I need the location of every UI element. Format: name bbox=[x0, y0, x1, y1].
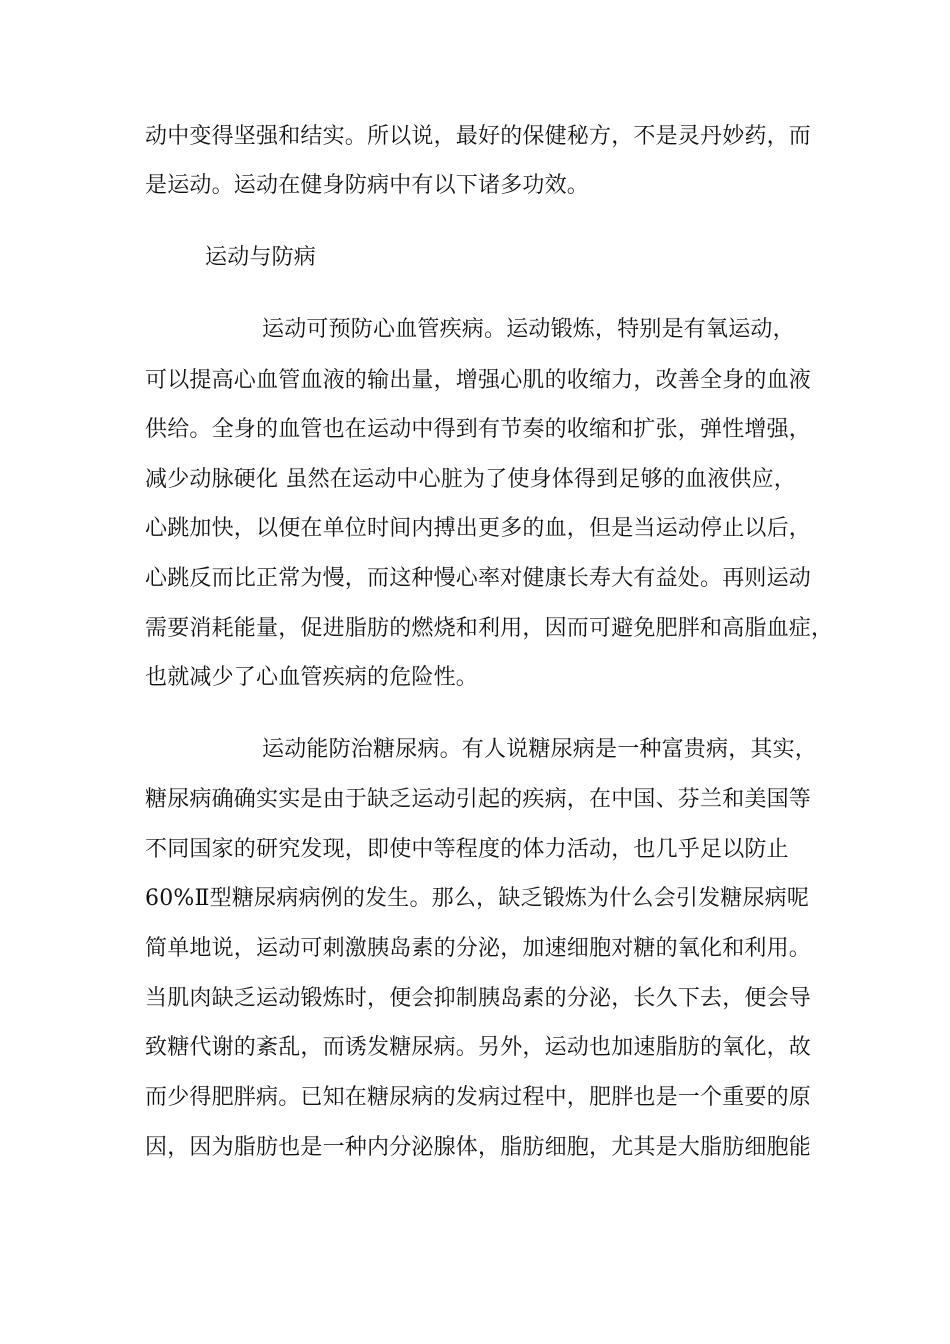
text-line: 当肌肉缺乏运动锻炼时，便会抑制胰岛素的分泌，长久下去，便会导 bbox=[145, 986, 812, 1011]
text-line: 可以提高心血管血液的输出量，增强心肌的收缩力，改善全身的血液 bbox=[145, 368, 812, 393]
text-line: 心跳加快，以便在单位时间内搏出更多的血，但是当运动停止以后， bbox=[145, 516, 812, 541]
text-line: 动中变得坚强和结实。所以说，最好的保健秘方，不是灵丹妙药，而 bbox=[145, 124, 812, 149]
text-line: 简单地说，运动可刺激胰岛素的分泌，加速细胞对糖的氧化和利用。 bbox=[145, 936, 812, 961]
text-line: 不同国家的研究发现，即使中等程度的体力活动，也几乎足以防止 bbox=[145, 837, 789, 862]
text-line: 需要消耗能量，促进脂肪的燃烧和利用，因而可避免肥胖和高脂血症， bbox=[145, 616, 834, 641]
text-line: 糖尿病确确实实是由于缺乏运动引起的疾病，在中国、芬兰和美国等 bbox=[145, 787, 812, 812]
text-line: 也就减少了心血管疾病的危险性。 bbox=[145, 665, 479, 690]
text-line: 减少动脉硬化 虽然在运动中心脏为了使身体得到足够的血液供应， bbox=[145, 467, 796, 492]
text-line: 运动能防治糖尿病。有人说糖尿病是一种富贵病，其实， bbox=[262, 737, 818, 762]
text-line: 运动可预防心血管疾病。运动锻炼，特别是有氧运动， bbox=[262, 317, 795, 342]
text-line: 致糖代谢的紊乱，而诱发糖尿病。另外，运动也加速脂肪的氧化，故 bbox=[145, 1035, 812, 1060]
text-line: 而少得肥胖病。已知在糖尿病的发病过程中，肥胖也是一个重要的原 bbox=[145, 1085, 812, 1110]
text-line: 是运动。运动在健身防病中有以下诸多功效。 bbox=[145, 173, 590, 198]
text-line: 60%Ⅱ型糖尿病病例的发生。那么，缺乏锻炼为什么会引发糖尿病呢 bbox=[145, 886, 810, 911]
text-line: 心跳反而比正常为慢，而这种慢心率对健康长寿大有益处。再则运动 bbox=[145, 566, 812, 591]
text-line: 供给。全身的血管也在运动中得到有节奏的收缩和扩张，弹性增强， bbox=[145, 417, 812, 442]
text-line: 因，因为脂肪也是一种内分泌腺体，脂肪细胞，尤其是大脂肪细胞能 bbox=[145, 1135, 812, 1160]
section-heading: 运动与防病 bbox=[205, 245, 317, 270]
